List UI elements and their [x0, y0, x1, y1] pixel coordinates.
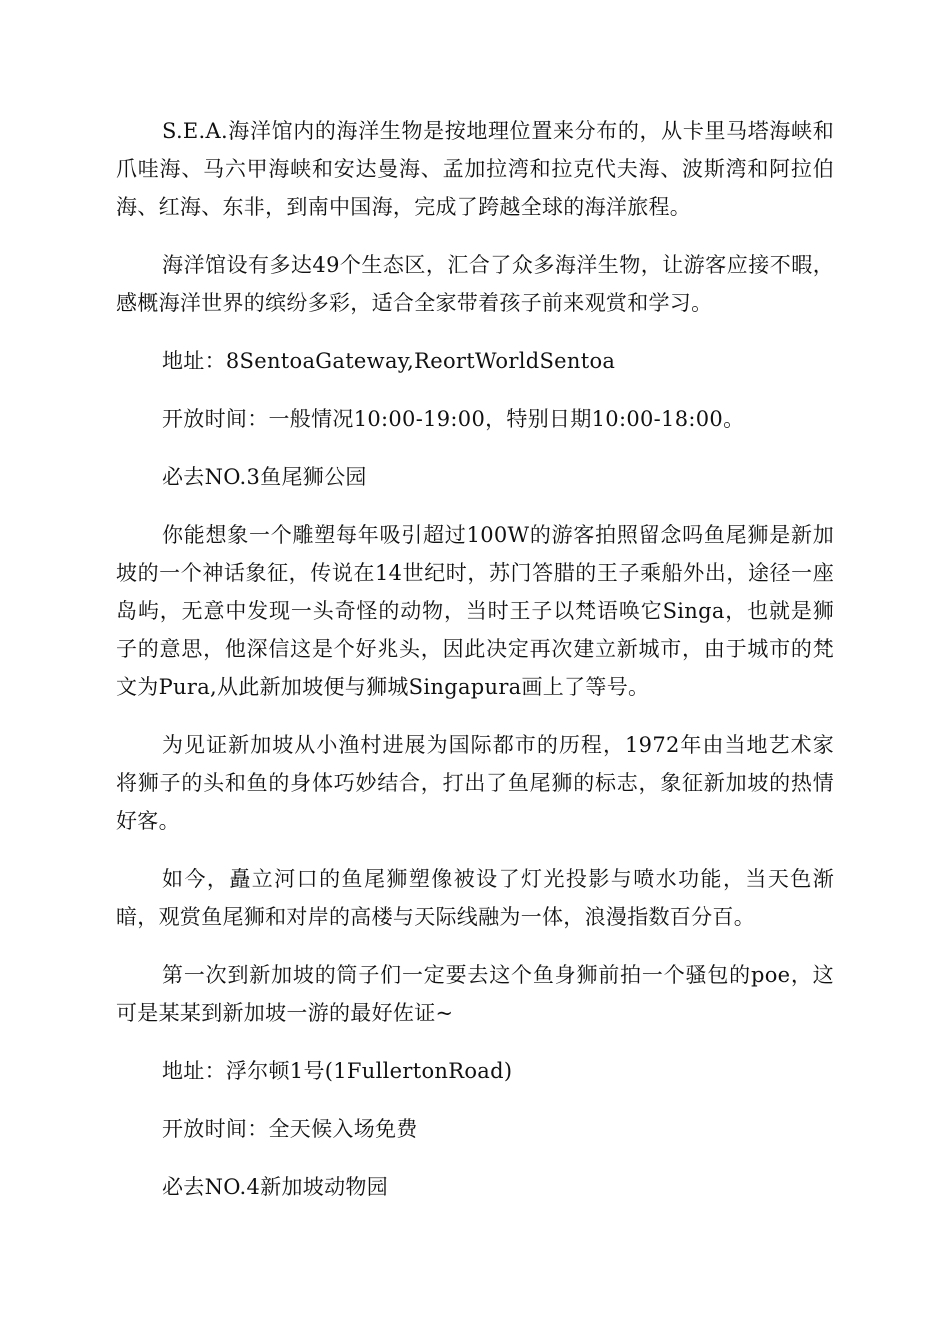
paragraph-aquarium-address: 地址：8SentoaGateway,ReortWorldSentoa — [162, 349, 616, 373]
heading-merlion-park: 必去NO.3鱼尾狮公园 — [162, 465, 367, 489]
paragraph-merlion-photo: 第一次到新加坡的筒子们一定要去这个鱼身狮前拍一个骚包的poe，这可是某某到新加坡一游的最好佐证~ — [116, 963, 834, 1025]
paragraph-merlion-address: 地址：浮尔顿1号(1FullertonRoad) — [162, 1059, 513, 1083]
paragraph-aquarium-hours: 开放时间：一般情况10:00-19:00，特别日期10:00-18:00。 — [162, 407, 745, 431]
paragraph-merlion-1972: 为见证新加坡从小渔村进展为国际都市的历程，1972年由当地艺术家将狮子的头和鱼的身体巧妙结合，打出了鱼尾狮的标志，象征新加坡的热情好客。 — [116, 733, 834, 833]
heading-singapore-zoo: 必去NO.4新加坡动物园 — [162, 1175, 388, 1199]
paragraph-ecozones: 海洋馆设有多达49个生态区，汇合了众多海洋生物，让游客应接不暇，感概海洋世界的缤纷多彩，适合全家带着孩子前来观赏和学习。 — [116, 253, 834, 315]
paragraph-merlion-hours: 开放时间：全天候入场免费 — [162, 1117, 418, 1141]
paragraph-sea-aquarium-intro: S.E.A.海洋馆内的海洋生物是按地理位置来分布的，从卡里马塔海峡和爪哇海、马六甲海峡和安达曼海、孟加拉湾和拉克代夫海、波斯湾和阿拉伯海、红海、东非，到南中国海，完成了跨越全球的海洋旅程。 — [116, 119, 834, 219]
paragraph-merlion-lights: 如今，矗立河口的鱼尾狮塑像被设了灯光投影与喷水功能，当天色渐暗，观赏鱼尾狮和对岸的高楼与天际线融为一体，浪漫指数百分百。 — [116, 867, 834, 929]
paragraph-merlion-legend: 你能想象一个雕塑每年吸引超过100W的游客拍照留念吗鱼尾狮是新加坡的一个神话象征，传说在14世纪时，苏门答腊的王子乘船外出，途径一座岛屿，无意中发现一头奇怪的动物，当时王子以梵语唤它Singa，也就是狮子的意思，他深信这是个好兆头，因此决定再次建立新城市，由于城市的梵文为Pura,从此新加坡便与狮城Singapura画上了等号。 — [116, 523, 834, 699]
document-body — [116, 112, 834, 1226]
